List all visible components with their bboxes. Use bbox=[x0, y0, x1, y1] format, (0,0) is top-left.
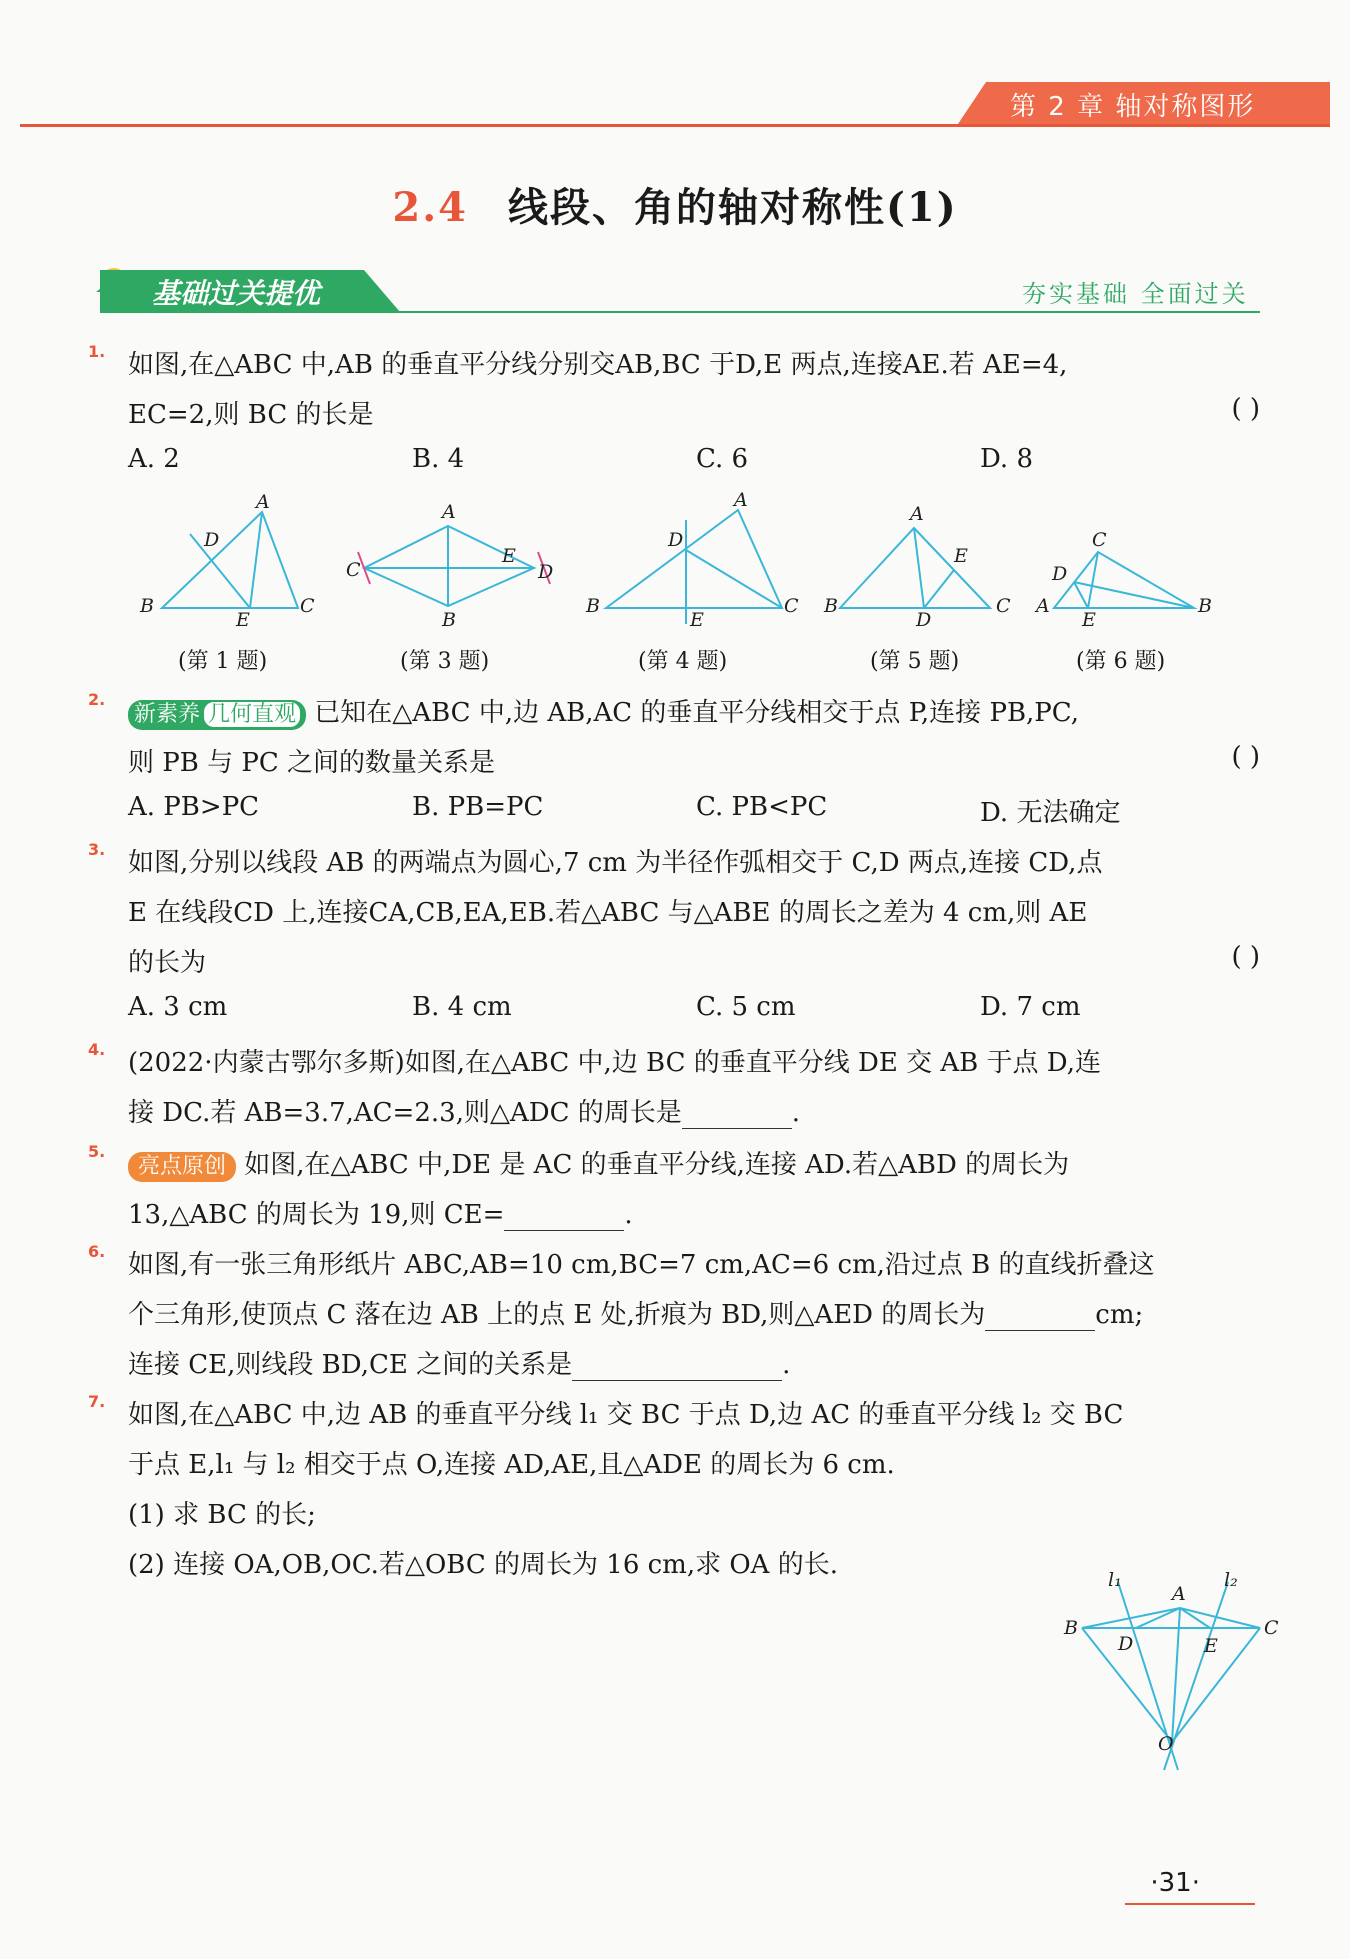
option-d: D. 7 cm bbox=[980, 992, 1081, 1022]
answer-paren: ( ) bbox=[1231, 394, 1260, 424]
figure-row bbox=[130, 490, 1250, 630]
option-b: B. 4 cm bbox=[412, 992, 512, 1022]
option-c: C. PB<PC bbox=[696, 792, 828, 822]
answer-blank[interactable] bbox=[682, 1098, 792, 1129]
question-text: 的长为 bbox=[128, 948, 207, 978]
question-text: 个三角形,使顶点 C 落在边 AB 上的点 E 处,折痕为 BD,则△AED 的周长为 cm; bbox=[128, 1300, 1144, 1330]
question-2 bbox=[88, 690, 126, 709]
section-rule bbox=[100, 311, 1260, 313]
question-text: 亮点原创 如图,在△ABC 中,DE 是 AC 的垂直平分线,连接 AD.若△ABD 的周长为 bbox=[128, 1144, 1260, 1182]
caption-q3: (第 3 题) bbox=[400, 649, 490, 674]
option-b: B. PB=PC bbox=[412, 792, 544, 822]
svg-text:B: B bbox=[586, 595, 600, 617]
option-a: A. PB>PC bbox=[128, 792, 260, 822]
question-text: 于点 E,l₁ 与 l₂ 相交于点 O,连接 AD,AE,且△ADE 的周长为 6 cm. bbox=[128, 1450, 895, 1480]
svg-text:C: C bbox=[1264, 1617, 1279, 1639]
svg-text:B: B bbox=[1064, 1617, 1078, 1639]
answer-paren: ( ) bbox=[1231, 742, 1260, 772]
tag-new-literacy: 新素养 几何直观 bbox=[128, 700, 306, 730]
page-number: ·31· bbox=[1150, 1868, 1200, 1898]
question-number: 4. bbox=[88, 1040, 106, 1059]
option-d: D. 8 bbox=[980, 444, 1033, 474]
question-6 bbox=[88, 1242, 126, 1261]
answer-blank[interactable] bbox=[504, 1200, 624, 1231]
svg-text:E: E bbox=[690, 609, 704, 630]
svg-text:A: A bbox=[734, 490, 748, 511]
svg-text:A: A bbox=[1036, 595, 1050, 617]
svg-text:A: A bbox=[256, 491, 270, 513]
question-number: 3. bbox=[88, 840, 106, 859]
question-text: E 在线段CD 上,连接CA,CB,EA,EB.若△ABC 与△ABE 的周长之差为 4 cm,则 AE bbox=[128, 898, 1088, 928]
svg-text:C: C bbox=[996, 595, 1011, 617]
question-text: EC=2,则 BC 的长是 bbox=[128, 400, 374, 430]
figure-q6 bbox=[1034, 529, 1212, 630]
svg-text:E: E bbox=[502, 545, 516, 567]
answer-blank[interactable] bbox=[985, 1300, 1095, 1331]
question-text: 如图,在△ABC 中,AB 的垂直平分线分别交AB,BC 于D,E 两点,连接AE.若 AE=4, bbox=[128, 350, 1068, 380]
question-text: 则 PB 与 PC 之间的数量关系是 bbox=[128, 748, 496, 778]
option-d: D. 无法确定 bbox=[980, 798, 1121, 828]
question-text: 如图,分别以线段 AB 的两端点为圆心,7 cm 为半径作弧相交于 C,D 两点,连接 CD,点 bbox=[128, 848, 1103, 878]
svg-text:A: A bbox=[910, 503, 924, 525]
svg-text:A: A bbox=[1172, 1583, 1186, 1605]
svg-text:A: A bbox=[442, 501, 456, 523]
svg-text:D: D bbox=[1118, 1633, 1134, 1655]
figure-q4 bbox=[585, 490, 799, 630]
section-subtitle: 夯实基础 全面过关 bbox=[1022, 280, 1249, 308]
svg-text:B: B bbox=[824, 595, 838, 617]
caption-q6: (第 6 题) bbox=[1076, 649, 1166, 674]
figure-q1 bbox=[139, 491, 315, 630]
svg-text:E: E bbox=[1082, 609, 1096, 630]
svg-text:D: D bbox=[204, 529, 220, 551]
question-3 bbox=[88, 840, 126, 859]
section-title: 线段、角的轴对称性(1) bbox=[507, 184, 958, 231]
caption-q5: (第 5 题) bbox=[870, 649, 960, 674]
svg-text:D: D bbox=[668, 529, 684, 551]
question-text: 新素养 几何直观 已知在△ABC 中,边 AB,AC 的垂直平分线相交于点 P,连接 PB,PC, bbox=[128, 692, 1260, 730]
svg-text:C: C bbox=[1092, 529, 1107, 551]
question-text: 连接 CE,则线段 BD,CE 之间的关系是 . bbox=[128, 1350, 791, 1380]
header-rule bbox=[20, 124, 1330, 127]
svg-text:B: B bbox=[1198, 595, 1212, 617]
svg-text:l₁: l₁ bbox=[1108, 1570, 1122, 1591]
chapter-label: 第 2 章 轴对称图形 bbox=[1010, 92, 1256, 122]
question-text: 如图,在△ABC 中,边 AB 的垂直平分线 l₁ 交 BC 于点 D,边 AC 的垂直平分线 l₂ 交 BC bbox=[128, 1400, 1124, 1430]
question-number: 1. bbox=[88, 342, 106, 361]
option-a: A. 3 cm bbox=[128, 992, 228, 1022]
option-c: C. 6 bbox=[696, 444, 749, 474]
caption-q1: (第 1 题) bbox=[178, 649, 268, 674]
question-number: 5. bbox=[88, 1142, 106, 1161]
question-1 bbox=[88, 342, 126, 361]
question-4 bbox=[88, 1040, 126, 1059]
figure-q5 bbox=[823, 503, 1011, 630]
svg-text:D: D bbox=[916, 609, 932, 630]
question-7 bbox=[88, 1392, 126, 1411]
svg-text:C: C bbox=[346, 559, 361, 581]
svg-text:D: D bbox=[538, 561, 554, 583]
option-a: A. 2 bbox=[128, 444, 180, 474]
svg-text:l₂: l₂ bbox=[1224, 1570, 1238, 1591]
question-text: 如图,有一张三角形纸片 ABC,AB=10 cm,BC=7 cm,AC=6 cm,沿过点 B 的直线折叠这 bbox=[128, 1250, 1155, 1280]
figure-q7 bbox=[1060, 1570, 1280, 1780]
question-text: 接 DC.若 AB=3.7,AC=2.3,则△ADC 的周长是 . bbox=[128, 1098, 800, 1128]
option-b: B. 4 bbox=[412, 444, 465, 474]
figure-q3 bbox=[346, 501, 553, 630]
question-number: 6. bbox=[88, 1242, 106, 1261]
answer-paren: ( ) bbox=[1231, 942, 1260, 972]
page-number-rule bbox=[1125, 1903, 1255, 1905]
caption-q4: (第 4 题) bbox=[638, 649, 728, 674]
section-number: 2.4 bbox=[392, 184, 468, 231]
page-title bbox=[0, 176, 1350, 233]
svg-text:E: E bbox=[1204, 1635, 1218, 1657]
tag-original: 亮点原创 bbox=[128, 1152, 236, 1182]
svg-text:B: B bbox=[140, 595, 154, 617]
section-banner-title: 基础过关提优 bbox=[152, 277, 321, 310]
answer-blank[interactable] bbox=[572, 1350, 782, 1381]
svg-text:B: B bbox=[442, 609, 456, 630]
question-text: (2022·内蒙古鄂尔多斯)如图,在△ABC 中,边 BC 的垂直平分线 DE 交 AB 于点 D,连 bbox=[128, 1048, 1101, 1078]
svg-text:E: E bbox=[236, 609, 250, 630]
svg-text:O: O bbox=[1158, 1733, 1174, 1755]
subquestion-2: (2) 连接 OA,OB,OC.若△OBC 的周长为 16 cm,求 OA 的长. bbox=[128, 1550, 838, 1580]
question-number: 2. bbox=[88, 690, 106, 709]
option-c: C. 5 cm bbox=[696, 992, 796, 1022]
question-number: 7. bbox=[88, 1392, 106, 1411]
svg-text:D: D bbox=[1052, 563, 1068, 585]
subquestion-1: (1) 求 BC 的长; bbox=[128, 1500, 316, 1530]
svg-text:E: E bbox=[954, 545, 968, 567]
svg-text:C: C bbox=[784, 595, 799, 617]
question-text: 13,△ABC 的周长为 19,则 CE= . bbox=[128, 1200, 633, 1230]
question-5 bbox=[88, 1142, 126, 1161]
svg-text:C: C bbox=[300, 595, 315, 617]
